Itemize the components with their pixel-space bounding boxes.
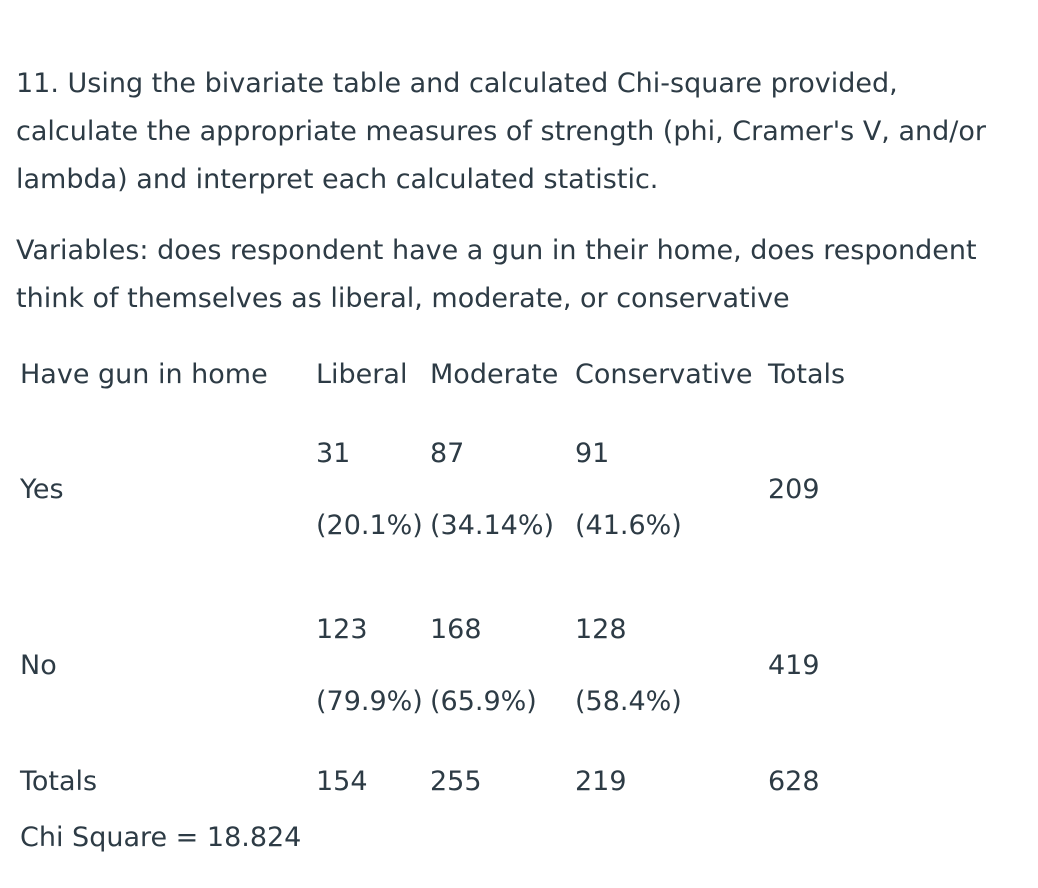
column-total-moderate: 255 [430,766,482,797]
cell-percent: (20.1%) [316,510,423,541]
column-header-totals: Totals [768,359,846,390]
column-total-conservative: 219 [575,766,627,797]
cell-count: 91 [575,438,610,469]
question-text: 11. Using the bivariate table and calculated Chi-square provided, calculate the appropriate measures of strength (phi, Cramer's V, and/or lambda) and interpret each calculated statistic. [16,68,986,195]
column-header-moderate: Moderate [430,359,559,390]
column-header-conservative: Conservative [575,359,753,390]
cell-percent: (41.6%) [575,510,682,541]
cell-percent: (65.9%) [430,686,537,717]
cell-count: 123 [316,614,368,645]
row-label-yes: Yes [20,474,64,505]
cell-percent: (79.9%) [316,686,423,717]
column-header-liberal: Liberal [316,359,408,390]
cell-count: 31 [316,438,351,469]
variables-text: Variables: does respondent have a gun in their home, does respondent think of themselves as liberal, moderate, or conservative [16,235,977,314]
column-total-liberal: 154 [316,766,368,797]
totals-row-label: Totals [20,766,98,797]
cell-count: 128 [575,614,627,645]
chi-square-value: Chi Square = 18.824 [20,822,302,853]
cell-count: 87 [430,438,465,469]
row-total-no: 419 [768,650,820,681]
grand-total: 628 [768,766,820,797]
row-label-no: No [20,650,57,681]
row-header-label: Have gun in home [20,359,268,390]
row-total-yes: 209 [768,474,820,505]
cell-percent: (58.4%) [575,686,682,717]
cell-percent: (34.14%) [430,510,555,541]
cell-count: 168 [430,614,482,645]
